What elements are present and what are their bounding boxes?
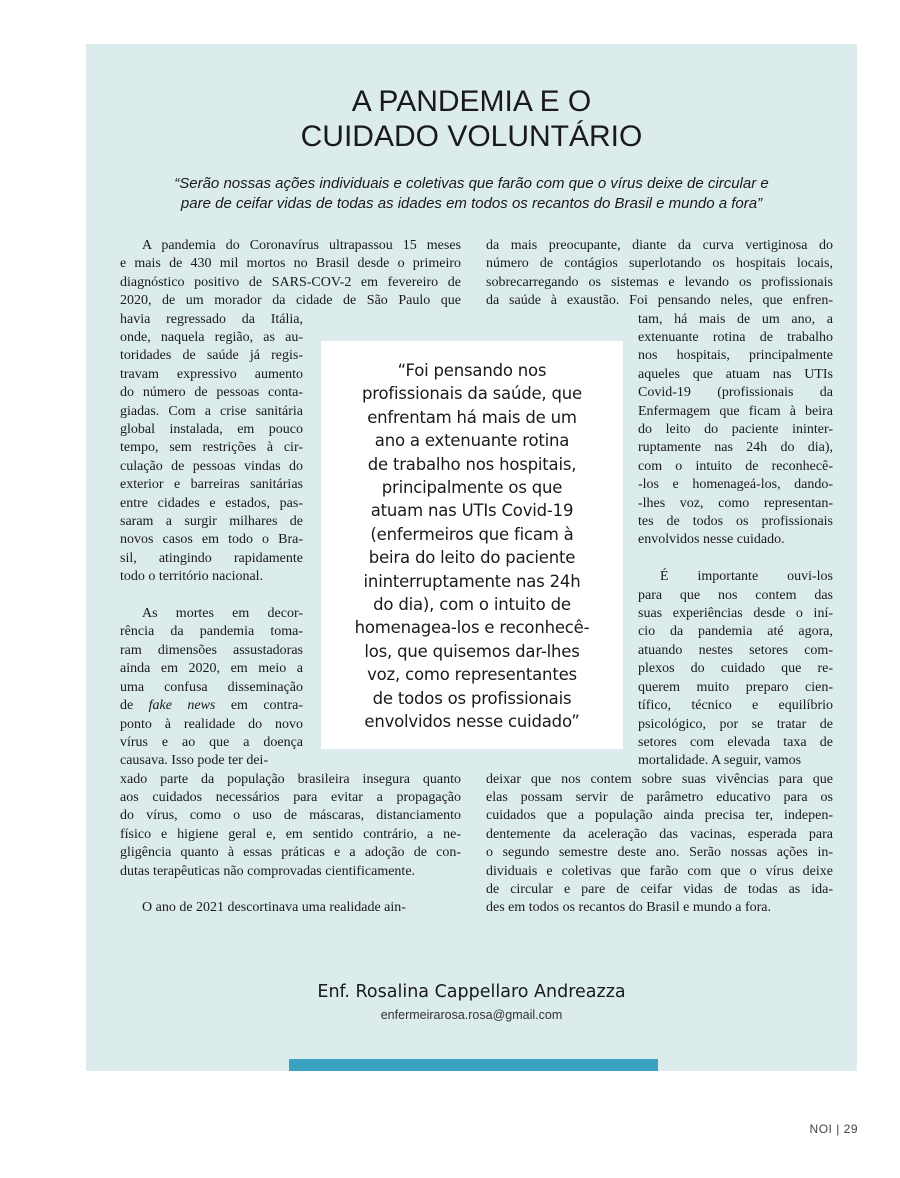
- text-line: culação de pessoas vindas do: [120, 458, 303, 474]
- text-line: querem muito preparo cien-: [638, 679, 833, 695]
- pull-quote-line: ininterruptamente nas 24h: [363, 571, 581, 591]
- author-name: Enf. Rosalina Cappellaro Andreazza: [317, 982, 626, 1002]
- text-line: extenuante rotina de trabalho: [638, 330, 833, 345]
- text-line: número de contágios superlotando os hospitais locais,: [486, 256, 833, 272]
- text-line: do número de pessoas conta-: [120, 385, 303, 401]
- text-line: ainda em 2020, em meio a: [120, 661, 303, 677]
- pull-quote-line: enfrentam há mais de um: [367, 407, 577, 427]
- text-line: O ano de 2021 descortinava uma realidade ain-: [142, 900, 406, 916]
- text-line: toridades de saúde já regis-: [120, 348, 303, 364]
- text-line: de fake news em contra-: [120, 698, 303, 714]
- text-line: da mais preocupante, diante da curva vertiginosa do: [486, 238, 833, 253]
- right-column-bottom: [486, 771, 833, 918]
- right-column-top: [486, 237, 833, 311]
- quote-line: pare de ceifar vidas de todas as idades em todos os recantos do Brasil e mundo a fora”: [180, 195, 763, 212]
- left-column-narrow: [120, 311, 303, 771]
- text-line: aos cuidados necessários para evitar a propagação: [120, 790, 461, 805]
- text-line: onde, naquela região, as au-: [120, 330, 303, 345]
- text-line: dividuais e coletivas que farão com que o vírus deixe: [486, 863, 833, 879]
- text-line: mortalidade. A seguir, vamos: [638, 753, 802, 769]
- text-line: ruptamente nas 24h do dia),: [638, 440, 833, 456]
- text-line: cuidados que a população ainda precisa ter, indepen-: [486, 808, 833, 824]
- text-line: ram dimensões assustadoras: [120, 642, 303, 658]
- text-line: A pandemia do Coronavírus ultrapassou 15 meses: [142, 238, 461, 253]
- text-line: [638, 550, 833, 568]
- text-line: entre cidades e estados, pas-: [120, 495, 303, 511]
- accent-bar: [289, 1059, 658, 1071]
- left-column-bottom: [120, 771, 461, 918]
- article-title: [86, 84, 857, 154]
- title-line: A PANDEMIA E O: [351, 85, 592, 118]
- text-line: de circular e pare de ceifar vidas de todas as ida-: [486, 882, 833, 898]
- text-line: ponto à realidade do novo: [120, 716, 303, 732]
- pull-quote-line: “Foi pensando nos: [397, 361, 547, 380]
- text-line: sobrecarregando os sistemas e levando os profissionais: [486, 274, 833, 290]
- pull-quote-line: voz, como representantes: [367, 665, 577, 685]
- text-line: tes de todos os profissionais: [638, 514, 833, 530]
- text-line: físico e higiene geral e, em sentido contrário, a ne-: [120, 826, 461, 842]
- text-line: xado parte da população brasileira insegura quanto: [120, 771, 461, 787]
- left-column-top: [120, 237, 461, 311]
- text-line: novos casos em todo o Bra-: [120, 532, 303, 548]
- text-line: giadas. Com a crise sanitária: [120, 403, 303, 419]
- text-line: gligência quanto à essas práticas e a adoção de con-: [120, 845, 461, 861]
- text-line: 2020, de um morador da cidade de São Paulo que: [120, 293, 461, 309]
- pull-quote-line: profissionais da saúde, que: [361, 384, 583, 404]
- pull-quote-line: atuam nas UTIs Covid-19: [370, 501, 574, 521]
- text-line: -los e homenageá-los, dando-: [638, 477, 833, 493]
- text-line: havia regressado da Itália,: [120, 311, 303, 327]
- text-line: global instalada, em pouco: [120, 422, 303, 438]
- text-line: do leito do paciente ininter-: [638, 422, 833, 438]
- text-line: suas experiências desde o iní-: [638, 606, 833, 622]
- pull-quote-line: envolvidos nesse cuidado”: [364, 712, 580, 732]
- right-column-narrow: [638, 311, 833, 771]
- text-line: As mortes em decor-: [142, 606, 303, 622]
- text-line: É importante ouvi-los: [660, 569, 833, 585]
- pull-quote-line: de todos os profissionais: [372, 688, 572, 708]
- text-line: vírus e ao que a doença: [120, 734, 303, 750]
- text-line: rência da pandemia toma-: [120, 624, 303, 640]
- text-line: tam, há mais de um ano, a: [638, 311, 833, 327]
- pull-quote-text: [321, 359, 623, 734]
- text-line: tífico, técnico e equilíbrio: [638, 698, 833, 714]
- text-line: elas possam servir de parâmetro educativo para os: [486, 790, 833, 805]
- text-line: travam expressivo aumento: [120, 366, 303, 382]
- italic-term: fake news: [148, 698, 216, 714]
- text-line: setores com elevada taxa de: [638, 734, 833, 750]
- pull-quote-line: (enfermeiros que ficam à: [370, 524, 574, 544]
- text-line: plexos do cuidado que re-: [638, 661, 833, 677]
- text-line: psicológico, por se tratar de: [638, 716, 833, 732]
- text-line: Enfermagem que ficam à beira: [638, 403, 833, 419]
- text-line: tempo, sem restrições à cir-: [120, 440, 303, 456]
- text-line: do vírus, como o uso de máscaras, distanciamento: [120, 808, 461, 824]
- page-number: NOI | 29: [809, 1122, 858, 1136]
- text-line: cio da pandemia até agora,: [638, 624, 833, 640]
- text-line: causava. Isso pode ter dei-: [120, 753, 269, 769]
- text-line: nos hospitais, principalmente: [638, 348, 833, 364]
- text-line: envolvidos nesse cuidado.: [638, 532, 785, 548]
- text-line: dentemente da aceleração das vacinas, esperada para: [486, 826, 833, 842]
- text-line: [120, 881, 461, 899]
- text-line: o segundo semestre deste ano. Serão nossas ações in-: [486, 845, 833, 861]
- text-line: e mais de 430 mil mortos no Brasil desde o primeiro: [120, 256, 461, 272]
- text-line: atuando nestes setores com-: [638, 642, 833, 658]
- intro-quote: [120, 174, 823, 214]
- text-line: -lhes voz, como representan-: [638, 495, 833, 511]
- text-line: com o intuito de reconhecê-: [638, 458, 833, 474]
- text-line: Covid-19 (profissionais da: [638, 385, 833, 401]
- text-line: para que nos contem das: [638, 587, 833, 603]
- text-line: uma confusa disseminação: [120, 679, 303, 695]
- pull-quote-line: beira do leito do paciente: [368, 548, 576, 568]
- text-line: saram a surgir milhares de: [120, 514, 303, 530]
- pull-quote-line: de trabalho nos hospitais,: [367, 454, 577, 474]
- author-email: enfermeirarosa.rosa@gmail.com: [380, 1008, 563, 1022]
- pull-quote-line: do dia), com o intuito de: [373, 595, 571, 615]
- text-line: aqueles que atuam nas UTIs: [638, 366, 833, 382]
- text-line: diagnóstico positivo de SARS-COV-2 em fevereiro de: [120, 274, 461, 290]
- text-line: exterior e barreiras sanitárias: [120, 477, 303, 493]
- text-line: sil, atingindo rapidamente: [120, 550, 303, 566]
- text-line: [120, 587, 303, 605]
- text-line: da saúde à exaustão. Foi pensando neles, que enfren-: [486, 293, 833, 309]
- quote-line: “Serão nossas ações individuais e coletivas que farão com que o vírus deixe de circular e: [174, 175, 769, 192]
- pull-quote-line: homenagea-los e reconhecê-: [354, 618, 590, 638]
- text-line: dutas terapêuticas não comprovadas cientificamente.: [120, 863, 416, 879]
- text-line: todo o território nacional.: [120, 569, 264, 585]
- text-line: des em todos os recantos do Brasil e mundo a fora.: [486, 900, 771, 916]
- pull-quote-line: los, que quisemos dar-lhes: [364, 641, 580, 661]
- title-line: CUIDADO VOLUNTÁRIO: [300, 120, 643, 153]
- text-line: deixar que nos contem sobre suas vivências para que: [486, 771, 833, 787]
- pull-quote-line: ano a extenuante rotina: [374, 431, 570, 451]
- pull-quote-line: principalmente os que: [381, 478, 563, 498]
